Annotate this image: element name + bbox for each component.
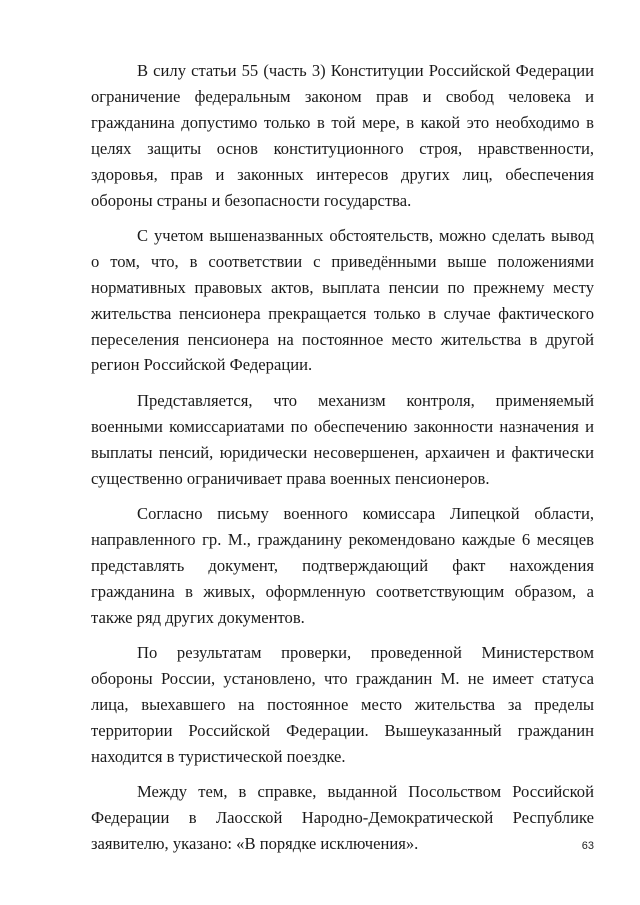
paragraph-5: По результатам проверки, проведенной Министерством обороны России, установлено, что гражданин М. не имеет статуса лица, выехавшего на постоянное место жительства за пределы территории Российской Федерации. Вышеуказанный гражданин находится в туристической поездке. — [91, 643, 594, 766]
paragraph-2: С учетом вышеназванных обстоятельств, можно сделать вывод о том, что, в соответствии с приведёнными выше положениями нормативных правовых актов, выплата пенсии по прежнему месту жительства пенсионера прекращается только в случае фактического переселения пенсионера на постоянное место жительства в другой регион Российской Федерации. — [91, 225, 594, 375]
paragraph-3: Представляется, что механизм контроля, применяемый военными комиссариатами по обеспечению законности назначения и выплаты пенсий, юридически несовершенен, архаичен и фактически существенно ограничивает права военных пенсионеров. — [91, 390, 594, 488]
page-number: 63 — [581, 840, 594, 852]
document-body — [91, 58, 594, 866]
paragraph-4: Согласно письму военного комиссара Липецкой области, направленного гр. М., гражданину рекомендовано каждые 6 месяцев представлять документ, подтверждающий факт нахождения гражданина в живых, оформленную соответствующим образом, а также ряд других документов. — [91, 504, 594, 627]
paragraph-6: Между тем, в справке, выданной Посольством Российской Федерации в Лаосской Народно-Демократической Республике заявителю, указано: «В порядке исключения». — [91, 782, 594, 853]
paragraph-1: В силу статьи 55 (часть 3) Конституции Российской Федерации ограничение федеральным законом прав и свобод человека и гражданина допустимо только в той мере, в какой это необходимо в целях защиты основ конституционного строя, нравственности, здоровья, прав и законных интересов других лиц, обеспечения обороны страны и безопасности государства. — [91, 61, 594, 210]
